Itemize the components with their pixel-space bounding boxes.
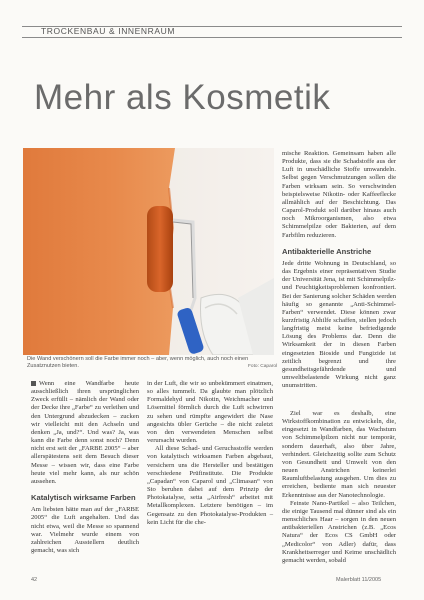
column-2 (147, 380, 273, 527)
subheading: Antibakterielle Anstriche (282, 246, 372, 256)
headline: Mehr als Kosmetik (34, 78, 331, 117)
column-3 (282, 150, 396, 390)
column-3-continued (282, 410, 396, 565)
paragraph: All diese Schad- und Geruchsstoffe werden von katalytisch wirksamen Farben abgebaut, versichern uns die Hersteller und bestätigen verschiedene Prüfinstitute. Die Produkte „Capadan“ von Caparol und „Climasan“ von Sto beruhen dabei auf dem Prinzip der Photokatalyse, setta „Airfresh“ arbeitet mit Metallkomplexen. Letztere benötigen – im Gegensatz zu den Photokatalyse-Produkten – kein Licht für die che- (147, 445, 273, 526)
issue-label: Malerblatt 11/2005 (336, 577, 382, 583)
article-photo (23, 148, 274, 355)
square-bullet-icon (31, 381, 36, 386)
paragraph: Ziel war es deshalb, eine Wirkstoffkombination zu entwickeln, die, eingesetzt in Wandfarben, das Wachstum von Schimmelpilzen nicht nur temporär, sondern dauerhaft, also über Jahre, verhindert. Gleichzeitig sollte zum Schutz von Gesundheit und Umwelt von den neuen Anstrichen keinerlei Raumluftbelastung ausgehen. Um dies zu erreichen, bediente man sich neuester Erkenntnisse aus der Nanotechnologie. (282, 410, 396, 499)
paragraph: Jede dritte Wohnung in Deutschland, so das Ergebnis einer repräsentativen Studie der Universität Jena, ist mit Schimmelpilz- und Feuchtigkeitsproblemen konfrontiert. Bei der Sanierung solcher Schäden werden häufig so genannte „Anti-Schimmel-Farben“ verwendet. Diese können zwar kurzfristig Abhilfe schaffen, stellen jedoch langfristig meist keine befriedigende Lösung des Problems dar. Denn die Wirksamkeit der in diesen Farben eingesetzten Bioside und Fungizide ist zeitlich begrenzt und ihre gesundheitsgefährdende und umweltbelastende Wirkung nicht ganz unumstritten. (282, 259, 396, 390)
paragraph: Wenn eine Wandfarbe heute ausschließlich ihren ursprünglichen Zweck erfüllt – nämlich der Wand oder der Decke ihre „Farbe“ zu verleihen und den Untergrund abzudecken – zucken wir vielleicht mit den Achseln und denken „Ja, und?“. Und was? Ja, was kann die Farbe denn sonst noch? Denn nicht erst seit der „FARBE 2005“ – aber allerspätestens seit dem Besuch dieser Messe – wissen wir, dass eine Farbe heute viel mehr kann, als nur schön aussehen. (31, 380, 139, 485)
paint-roller-icon (147, 206, 173, 292)
paragraph: in der Luft, die wir so unbekümmert einatmen, so alles tummelt. Da glaubte man plötzlich Formaldehyd und Nikotin, Weichmacher und Lösemittel förmlich durch die Luft schwirren zu sehen und rümpfte angewidert die Nase angesichts übler Gerüche – die nicht zuletzt von den verwendeten Menschen selbst verursacht wurden. (147, 380, 273, 445)
column-1 (31, 380, 139, 555)
paragraph: Am liebsten hätte man auf der „FARBE 2005“ die Luft angehalten. Und das nicht etwa, weil die Messe so spannend war. Vielmehr wurde einem von zahlreichen Ausstellern deutlich gemacht, was sich (31, 506, 139, 554)
paragraph: mische Reaktion. Gemeinsam haben alle Produkte, dass sie die Schadstoffe aus der Luft in unschädliche Stoffe umwandeln. Selbst gegen Verschmutzungen sollen die Farben wirksam sein. So verschwinden beispielsweise Nikotin- oder Kaffeeflecke allmählich auf der Beschichtung. Das Caparol-Produkt soll darüber hinaus auch noch Mikroorganismen, also etwa Schimmelpilze oder Bakterien, auf dem Farbfilm reduzieren. (282, 150, 396, 239)
photo-caption: Die Wand verschönern soll die Farbe immer noch – aber, wenn möglich, auch noch einen Zusatznutzen bieten. (27, 356, 249, 369)
section-label: TROCKENBAU & INNENRAUM (38, 27, 178, 36)
photo-credit: Foto: Caparol (248, 364, 278, 369)
paragraph: Feinste Nano-Partikel – also Teilchen, die einige Tausend mal dünner sind als ein menschliches Haar – sorgen in den neuen antibakteriellen Anstrichen (z.B. „Ecos Natura“ der Ecos CS GmbH oder „Medicolor“ von Adler) dafür, dass Krankheitserreger und Keime unschädlich gemacht werden, sobald (282, 499, 396, 564)
page-number: 42 (31, 577, 38, 583)
subheading: Katalytisch wirksame Farben (31, 493, 136, 503)
